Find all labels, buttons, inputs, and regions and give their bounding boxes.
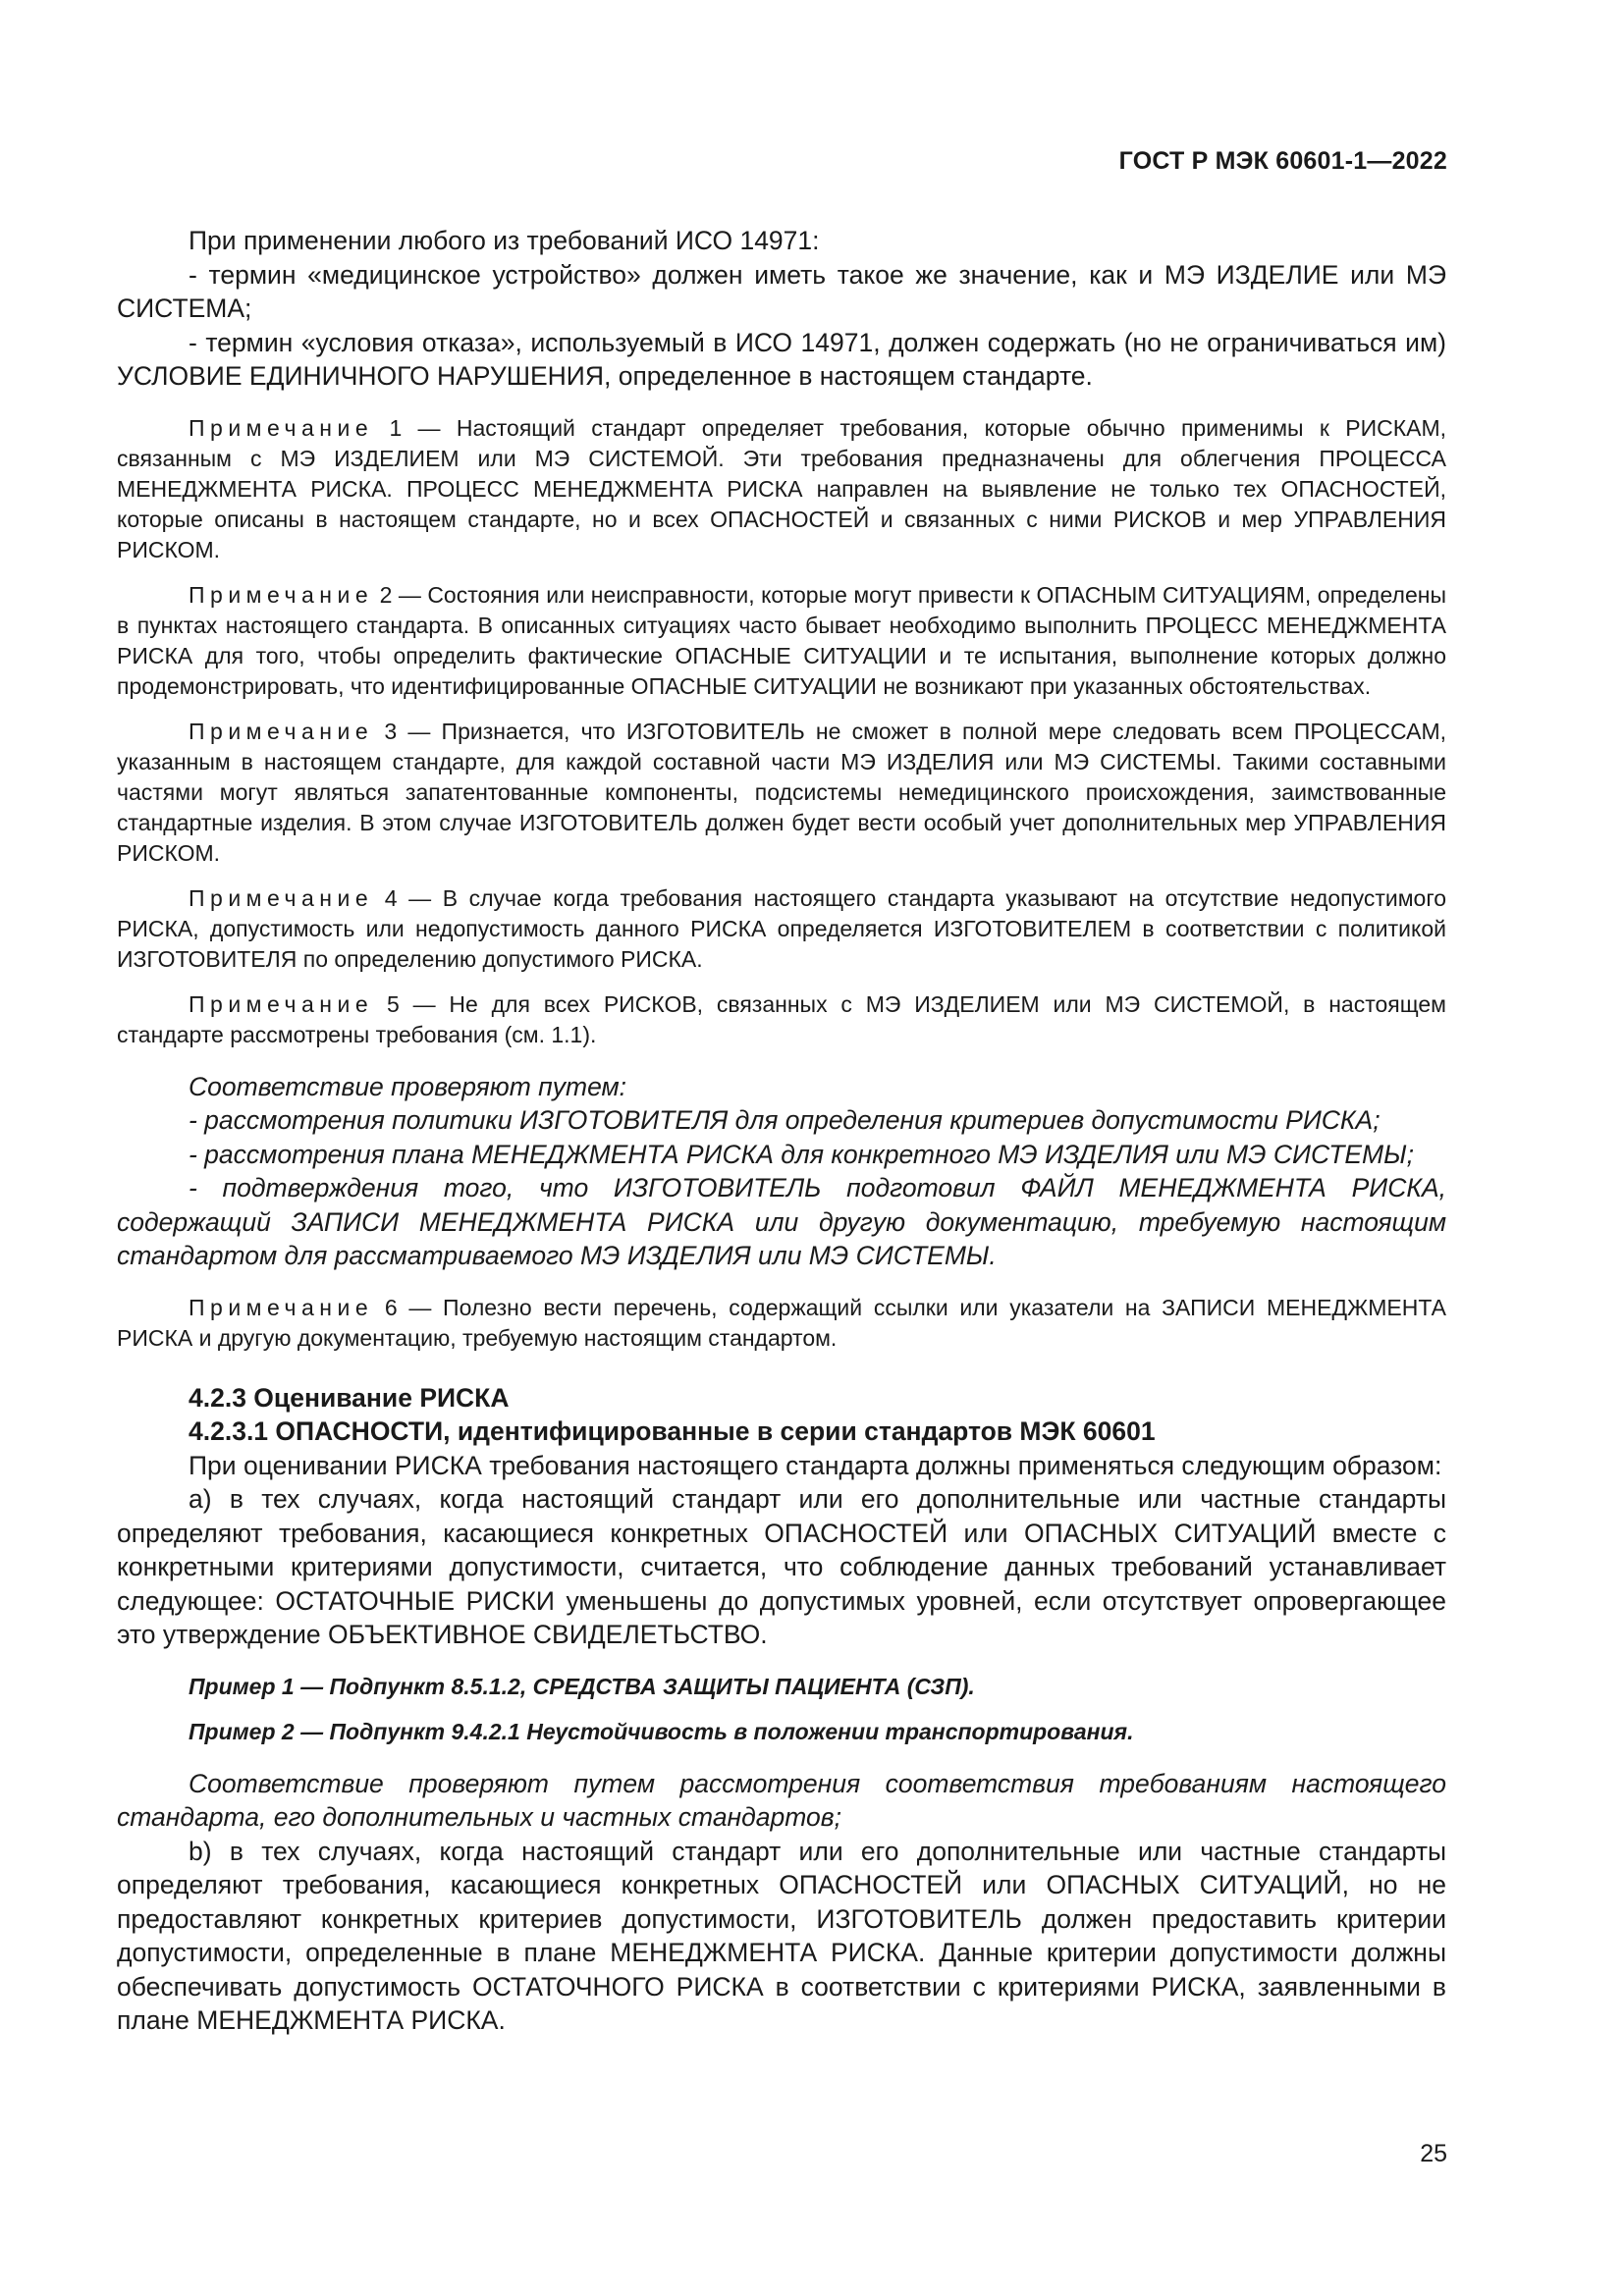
list-item-a: а) в тех случаях, когда настоящий стандарт или его дополнительные или частные стандарты определяют требования, касающиеся конкретных ОПАСНОСТЕЙ или ОПАСНЫХ СИТУАЦИЙ вместе с конкретными критериями допустимости, считается, что соблюдение данных требований устанавливает следующее: ОСТАТОЧНЫЕ РИСКИ уменьшены до допустимых уровней, если отсутствует опровергающее это утверждение ОБЪЕКТИВНОЕ СВИДЕЛЕТЬСТВО. bbox=[117, 1484, 1446, 1649]
note-label: Примечание bbox=[189, 990, 374, 1017]
note-6 bbox=[117, 1293, 1446, 1354]
document-id: ГОСТ Р МЭК 60601-1—2022 bbox=[1118, 147, 1447, 175]
list-item-b: b) в тех случаях, когда настоящий стандарт или его дополнительные или частные стандарты определяют требования, касающиеся конкретных ОПАСНОСТЕЙ или ОПАСНЫХ СИТУАЦИЙ, но не предоставляют конкретных критериев допустимости, ИЗГОТОВИТЕЛЬ должен предоставить критерии допустимости, определенные в плане МЕНЕДЖМЕНТА РИСКА. Данные критерии допустимости должны обеспечивать допустимость ОСТАТОЧНОГО РИСКА в соответствии с критериями РИСКА, заявленными в плане МЕНЕДЖМЕНТА РИСКА. bbox=[117, 1836, 1446, 2035]
note-text: 6 — Полезно вести перечень, содержащий ссылки или указатели на ЗАПИСИ МЕНЕДЖМЕНТА РИСКА и другую документацию, требуемую настоящим стандартом. bbox=[117, 1294, 1447, 1351]
intro-paragraph: При применении любого из требований ИСО 14971: bbox=[189, 226, 820, 255]
note-label: Примечание bbox=[189, 581, 374, 608]
compliance-lead: Соответствие проверяют путем: bbox=[189, 1071, 627, 1101]
note-3 bbox=[117, 717, 1446, 869]
note-text: 3 — Признается, что ИЗГОТОВИТЕЛЬ не сможет в полной мере следовать всем ПРОЦЕССАМ, указанным в настоящем стандарте, для каждой составной части МЭ ИЗДЕЛИЯ или МЭ СИСТЕМЫ. Такими составными частями могут являться запатентованные компоненты, подсистемы немедицинского происхождения, заимствованные стандартные изделия. В этом случае ИЗГОТОВИТЕЛЬ должен будет вести особый учет дополнительных мер УПРАВЛЕНИЯ РИСКОМ. bbox=[117, 718, 1447, 866]
note-label: Примечание bbox=[189, 414, 374, 441]
note-label: Примечание bbox=[189, 718, 374, 744]
page-content bbox=[117, 224, 1446, 2038]
example-1: Пример 1 — Подпункт 8.5.1.2, СРЕДСТВА ЗАЩИТЫ ПАЦИЕНТА (СЗП). bbox=[189, 1673, 975, 1699]
note-text: 5 — Не для всех РИСКОВ, связанных с МЭ ИЗДЕЛИЕМ или МЭ СИСТЕМОЙ, в настоящем стандарте рассмотрены требования (см. 1.1). bbox=[117, 990, 1446, 1047]
intro-list-item: - термин «медицинское устройство» должен иметь такое же значение, как и МЭ ИЗДЕЛИЕ или МЭ СИСТЕМА; bbox=[117, 259, 1446, 323]
note-4 bbox=[117, 883, 1446, 975]
note-label: Примечание bbox=[189, 884, 374, 911]
section-heading: 4.2.3 Оценивание РИСКА bbox=[189, 1382, 510, 1413]
compliance-item: - рассмотрения плана МЕНЕДЖМЕНТА РИСКА для конкретного МЭ ИЗДЕЛИЯ или МЭ СИСТЕМЫ; bbox=[189, 1139, 1414, 1169]
note-5 bbox=[117, 989, 1446, 1050]
page-number: 25 bbox=[1420, 2140, 1447, 2167]
note-1 bbox=[117, 413, 1446, 565]
compliance-paragraph: Соответствие проверяют путем рассмотрения соответствия требованиям настоящего стандарта, его дополнительных и частных стандартов; bbox=[117, 1768, 1446, 1832]
compliance-item: - подтверждения того, что ИЗГОТОВИТЕЛЬ подготовил ФАЙЛ МЕНЕДЖМЕНТА РИСКА, содержащий ЗАПИСИ МЕНЕДЖМЕНТА РИСКА или другую документацию, требуемую настоящим стандартом для рассматриваемого МЭ ИЗДЕЛИЯ или МЭ СИСТЕМЫ. bbox=[117, 1173, 1446, 1270]
compliance-item: - рассмотрения политики ИЗГОТОВИТЕЛЯ для определения критериев допустимости РИСКА; bbox=[189, 1105, 1380, 1135]
note-label: Примечание bbox=[189, 1294, 374, 1320]
subsection-heading: 4.2.3.1 ОПАСНОСТИ, идентифицированные в серии стандартов МЭК 60601 bbox=[189, 1416, 1156, 1446]
note-text: 4 — В случае когда требования настоящего стандарта указывают на отсутствие недопустимого РИСКА, допустимость или недопустимость данного РИСКА определяется ИЗГОТОВИТЕЛЕМ в соответствии с политикой ИЗГОТОВИТЕЛЯ по определению допустимого РИСКА. bbox=[117, 884, 1447, 972]
intro-list-item: - термин «условия отказа», используемый в ИСО 14971, должен содержать (но не ограничиваться им) УСЛОВИЕ ЕДИНИЧНОГО НАРУШЕНИЯ, определенное в настоящем стандарте. bbox=[117, 327, 1446, 391]
note-text: 2 — Состояния или неисправности, которые могут привести к ОПАСНЫМ СИТУАЦИЯМ, определены в пунктах настоящего стандарта. В описанных ситуациях часто бывает необходимо выполнить ПРОЦЕСС МЕНЕДЖМЕНТА РИСКА для того, чтобы определить фактические ОПАСНЫЕ СИТУАЦИИ и те испытания, выполнение которых должно продемонстрировать, что идентифицированные ОПАСНЫЕ СИТУАЦИИ не возникают при указанных обстоятельствах. bbox=[117, 581, 1446, 699]
example-2: Пример 2 — Подпункт 9.4.2.1 Неустойчивость в положении транспортирования. bbox=[189, 1718, 1134, 1744]
note-2 bbox=[117, 580, 1446, 702]
note-text: 1 — Настоящий стандарт определяет требования, которые обычно применимы к РИСКАМ, связанным с МЭ ИЗДЕЛИЕМ или МЭ СИСТЕМОЙ. Эти требования предназначены для облегчения ПРОЦЕССА МЕНЕДЖМЕНТА РИСКА. ПРОЦЕСС МЕНЕДЖМЕНТА РИСКА направлен на выявление не только тех ОПАСНОСТЕЙ, которые описаны в настоящем стандарте, но и всех ОПАСНОСТЕЙ и связанных с ними РИСКОВ и мер УПРАВЛЕНИЯ РИСКОМ. bbox=[117, 414, 1446, 562]
section-paragraph: При оценивании РИСКА требования настоящего стандарта должны применяться следующим образом: bbox=[189, 1450, 1442, 1480]
